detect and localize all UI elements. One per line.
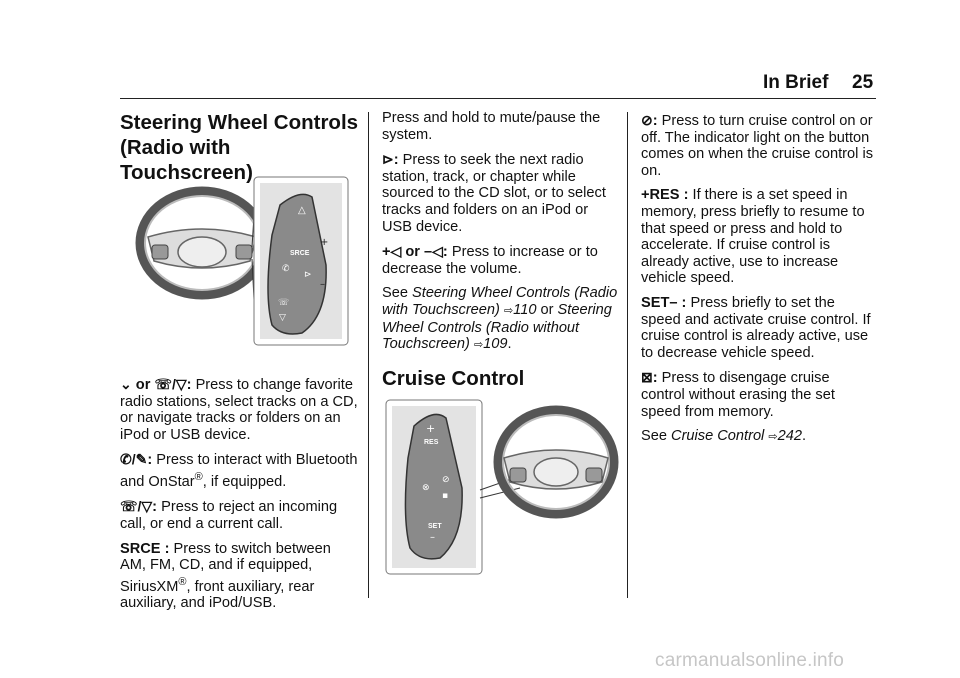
reference-page[interactable]: 242 — [777, 428, 802, 445]
volume-description: Press to increase or to decrease the volume. — [382, 244, 598, 277]
column-2 — [382, 110, 620, 391]
bluetooth-paragraph — [120, 451, 360, 490]
volume-paragraph — [382, 243, 620, 277]
section-title-steering-wheel-controls — [120, 110, 360, 185]
volume-up-icon: + — [320, 237, 329, 248]
period: . — [507, 336, 512, 353]
volume-down-icon: – — [320, 279, 325, 290]
steering-wheel-illustration — [140, 191, 264, 295]
cancel-description: Press to disengage cruise control without erasing the set speed from memory. — [641, 370, 835, 420]
cancel-paragraph — [641, 369, 877, 420]
reject-call-paragraph — [120, 498, 360, 532]
cancel-icon: ⊗ — [422, 483, 430, 493]
colon: : — [652, 370, 658, 387]
header-rule — [120, 98, 876, 99]
seek-down-icon: ▽ — [279, 313, 286, 323]
bluetooth-description-end: , if equipped. — [202, 473, 287, 490]
see-label: See — [641, 428, 667, 445]
cruise-control-figure — [384, 398, 620, 576]
column-1-body — [120, 376, 360, 620]
plus-icon: + — [426, 422, 436, 435]
colon: : — [442, 244, 448, 261]
res-description: If there is a set speed in memory, press briefly to resume to that speed or press and hold to accelerate. If cruise control is already active, use to increase vehicle speed. — [641, 187, 865, 287]
favorite-paragraph — [120, 376, 360, 443]
indicator-icon: ▪ — [442, 491, 449, 501]
column-divider-1 — [368, 112, 369, 598]
registered-mark: ® — [178, 575, 187, 588]
cruise-on-off-description: Press to turn cruise control on or off. The indicator light on the button comes on when the cruise control is on. — [641, 113, 873, 179]
set-term: SET– : — [641, 294, 687, 311]
see-label: See — [382, 285, 408, 302]
colon: : — [186, 377, 192, 393]
srce-description: Press to switch between AM, FM, CD, and if equipped, SiriusXM — [120, 540, 331, 595]
minus-icon: – — [430, 532, 435, 543]
see-also-paragraph — [382, 285, 620, 353]
cruise-control-icon: ⊘ — [641, 112, 653, 128]
steering-wheel-radio-figure — [132, 175, 350, 350]
registered-mark: ® — [194, 470, 203, 483]
srce-description-end: , front auxiliary, rear auxiliary, and iPod/USB. — [120, 578, 315, 612]
set-description: Press briefly to set the speed and activate cruise control. If cruise control is already active, use to decrease vehicle speed. — [641, 294, 871, 361]
reference-page-2[interactable]: 109 — [483, 336, 508, 353]
see-also-paragraph — [641, 428, 877, 446]
reject-call-description: Press to reject an incoming call, or end a current call. — [120, 499, 338, 533]
cruise-on-off-paragraph — [641, 112, 877, 179]
seek-paragraph — [382, 151, 620, 235]
res-label: RES — [424, 439, 439, 446]
reference-page-1[interactable]: 110 — [513, 301, 537, 318]
cruise-on-off-icon: ⊘ — [442, 475, 450, 485]
steering-wheel-illustration — [498, 410, 614, 514]
colon: : — [147, 452, 153, 469]
column-1 — [120, 110, 360, 185]
voice-phone-icon: ✆/✎ — [120, 451, 148, 468]
column-divider-2 — [627, 112, 628, 598]
or-label: or — [540, 301, 554, 318]
srce-term: SRCE : — [120, 540, 170, 557]
mute-paragraph: Press and hold to mute/pause the system. — [382, 110, 601, 143]
end-call-icon: ☏ — [278, 298, 290, 308]
title-line-1: Steering Wheel Controls — [120, 111, 359, 134]
title-line-2: (Radio with Touchscreen) — [120, 136, 253, 184]
section-title-cruise-control: Cruise Control — [382, 366, 525, 390]
res-term: +RES : — [641, 187, 689, 204]
reference-link-1[interactable]: Steering Wheel Controls (Radio with Touchscreen) — [382, 285, 618, 318]
or-minus-label: or – — [405, 244, 433, 261]
or-label: or — [135, 377, 151, 393]
footer-watermark: carmanualsonline.info — [655, 650, 845, 671]
reference-link[interactable]: Cruise Control — [671, 428, 765, 445]
volume-down-icon: ◁ — [432, 243, 443, 260]
phone-seek-icon: ☏/▽ — [154, 376, 187, 392]
end-call-icon: ☏/▽ — [120, 498, 153, 515]
page-number: 25 — [852, 72, 874, 93]
seek-up-icon: △ — [298, 205, 306, 216]
set-label: SET — [428, 523, 442, 530]
page-ref-icon: ⇨ — [768, 431, 778, 444]
column-3 — [641, 112, 877, 454]
voice-icon: ✆ — [282, 264, 290, 274]
colon: : — [393, 152, 399, 169]
srce-paragraph — [120, 541, 360, 612]
favorite-description: Press to change favorite radio stations, select tracks on a CD, or navigate tracks or folders on an iPod or USB device. — [120, 377, 358, 443]
cancel-icon: ⊠ — [641, 369, 653, 386]
next-icon: ⊳ — [304, 270, 312, 280]
colon: : — [152, 499, 158, 516]
set-paragraph — [641, 295, 877, 361]
seek-description: Press to seek the next radio station, track, or chapter while sourced to the CD slot, or to select tracks and folders on an iPod or USB device. — [382, 152, 606, 235]
colon: : — [652, 113, 658, 129]
favorite-up-icon: ⌄ — [120, 376, 132, 392]
srce-label: SRCE — [290, 250, 310, 257]
plus-label: + — [382, 244, 391, 261]
period: . — [801, 428, 807, 445]
res-paragraph — [641, 187, 877, 287]
header-section: In Brief — [763, 72, 829, 93]
page-ref-icon: ⇨ — [503, 304, 514, 317]
bluetooth-description: Press to interact with Bluetooth and OnStar — [120, 452, 358, 490]
volume-icon: ◁ — [390, 243, 402, 260]
next-track-icon: ⊳ — [382, 151, 394, 168]
reference-link-2[interactable]: Steering Wheel Controls (Radio without Touchscreen) — [382, 301, 612, 353]
page-ref-icon: ⇨ — [473, 339, 484, 352]
